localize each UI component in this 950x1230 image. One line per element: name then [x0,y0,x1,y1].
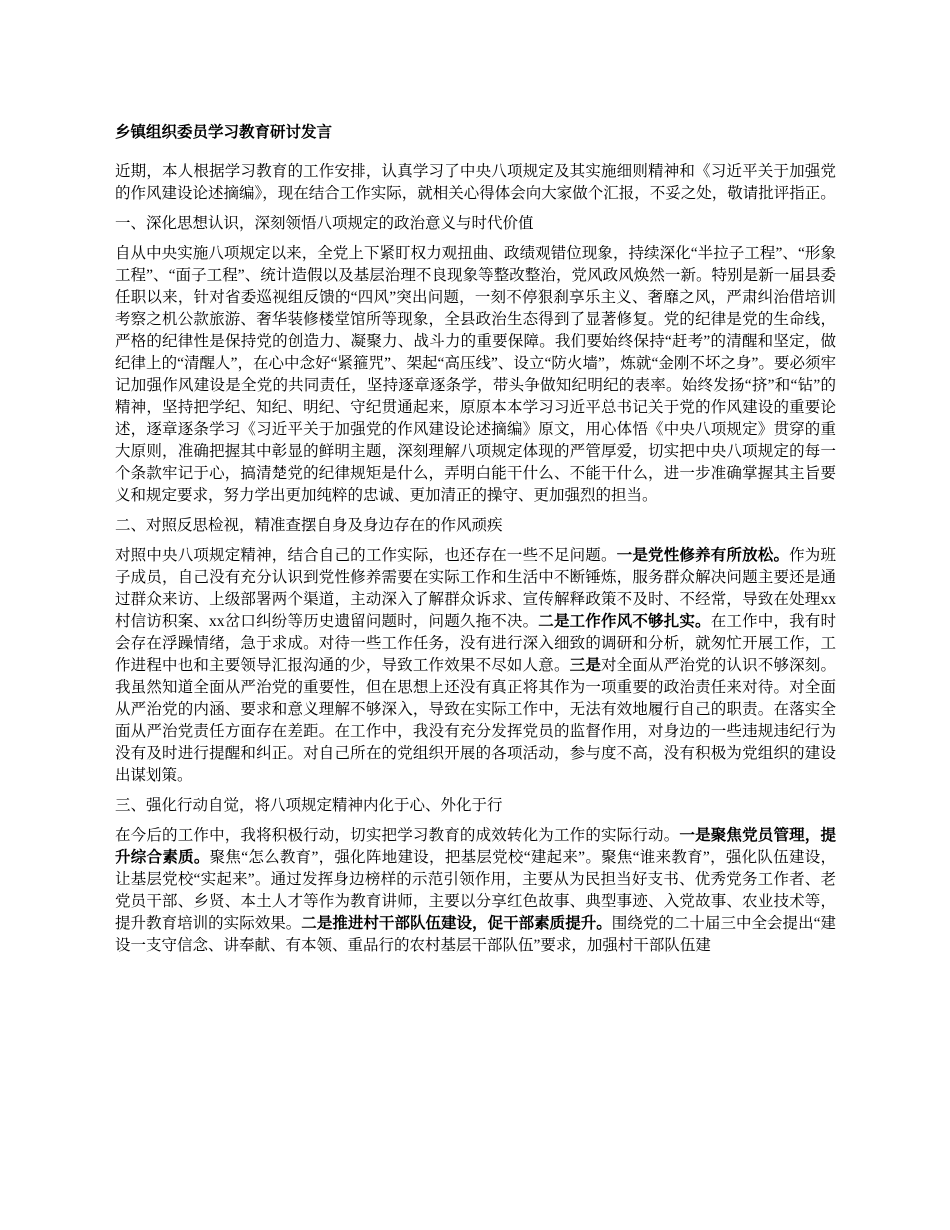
text-run: 对照中央八项规定精神，结合自己的工作实际，也还存在一些不足问题。 [115,547,617,564]
text-run: 自从中央实施八项规定以来，全党上下紧盯权力观扭曲、政绩观错位现象，持续深化“半拉子工程”、“形象工程”、“面子工程”、统计造假以及基层治理不良现象等整改整治，党风政风焕然一新。特别是新一届县委任职以来，针对省委巡视组反馈的“四风”突出问题，一刻不停狠刹享乐主义、奢靡之风，严肃纠治借培训考察之机公款旅游、奢华装修楼堂馆所等现象，全县政治生态得到了显著修复。党的纪律是党的生命线，严格的纪律性是保持党的创造力、凝聚力、战斗力的重要保障。我们要始终保持“赶考”的清醒和坚定，做纪律上的“清醒人”，在心中念好“紧箍咒”、架起“高压线”、设立“防火墙”，炼就“金刚不坏之身”。要必须牢记加强作风建设是全党的共同责任，坚持逐章逐条学，带头争做知纪明纪的表率。始终发扬“挤”和“钻”的精神，坚持把学纪、知纪、明纪、守纪贯通起来，原原本本学习习近平总书记关于党的作风建设的重要论述，逐章逐条学习《习近平关于加强党的作风建设论述摘编》原文，用心体悟《中央八项规定》贯穿的重大原则，准确把握其中彰显的鲜明主题，深刻理解八项规定体现的严管厚爱，切实把中央八项规定的每一个条款牢记于心，搞清楚党的纪律规矩是什么，弄明白能干什么、不能干什么，进一步准确掌握其主旨要义和规定要求，努力学出更加纯粹的忠诚、更加清正的操守、更加强烈的担当。 [115,245,836,504]
text-run: 在今后的工作中，我将积极行动，切实把学习教育的成效转化为工作的实际行动。 [115,827,680,844]
text-run: 聚焦“怎么教育”，强化阵地建设，把基层党校“建起来”。聚焦“谁来教育”，强化队伍建设，让基层党校“实起来”。通过发挥身边榜样的示范引领作用，主要从为民担当好支书、优秀党务工作者、老党员干部、乡贤、本土人才等作为教育讲师，主要以分享红色故事、典型事迹、入党故事、农业技术等，提升教育培训的实际效果。 [115,849,836,932]
section-heading [115,515,836,537]
paragraph [115,161,836,205]
document-title: 乡镇组织委员学习教育研讨发言 [115,124,333,141]
section-heading [115,795,836,817]
text-run: 一、深化思想认识，深刻领悟八项规定的政治意义与时代价值 [115,215,534,232]
text-run: 围绕党的二十届三中全会提出“建设一支守信念、讲奉献、有本领、重品行的农村基层干部队伍”要求，加强村干部队伍建 [115,915,836,954]
bold-text-run: 一是聚焦党员管理，提升综合素质。 [115,827,836,866]
text-run: 对全面从严治党的认识不够深刻。我虽然知道全面从严治党的重要性，但在思想上还没有真正将其作为一项重要的政治责任来对待。对全面从严治党的内涵、要求和意义理解不够深入，导致在实际工作中，无法有效地履行自己的职责。在落实全面从严治党责任方面存在差距。在工作中，我没有充分发挥党员的监督作用，对身边的一些违规违纪行为没有及时进行提醒和纠正。对自己所在的党组织开展的各项活动，参与度不高，没有积极为党组织的建设出谋划策。 [115,657,836,784]
paragraph [115,825,836,957]
paragraph [115,545,836,787]
bold-text-run: 二是推进村干部队伍建设，促干部素质提升。 [301,915,612,932]
text-run: 作为班子成员，自己没有充分认识到党性修养需要在实际工作和生活中不断锤炼，服务群众解决问题主要还是通过群众来访、上级部署两个渠道，主动深入了解群众诉求、宣传解释政策不及时、不经常，导致在处理xx村信访积案、xx岔口纠纷等历史遗留问题时，问题久拖不决。 [115,547,836,630]
bold-text-run: 二是工作作风不够扎实。 [538,613,711,630]
bold-text-run: 三是 [569,657,601,674]
bold-text-run: 一是党性修养有所放松。 [616,547,790,564]
section-heading [115,213,836,235]
text-run: 三、强化行动自觉，将八项规定精神内化于心、外化于行 [115,797,503,814]
document-body [115,161,836,957]
text-run: 在工作中，我有时会存在浮躁情绪，急于求成。对待一些工作任务，没有进行深入细致的调研和分析，就匆忙开展工作，工作进程中也和主要领导汇报沟通的少，导致工作效果不尽如人意。 [115,613,836,674]
text-run: 近期，本人根据学习教育的工作安排，认真学习了中央八项规定及其实施细则精神和《习近平关于加强党的作风建设论述摘编》，现在结合工作实际，就相关心得体会向大家做个汇报，不妥之处，敬请批评指正。 [115,163,836,202]
paragraph [115,243,836,507]
text-run: 二、对照反思检视，精准查摆自身及身边存在的作风顽疾 [115,517,503,534]
